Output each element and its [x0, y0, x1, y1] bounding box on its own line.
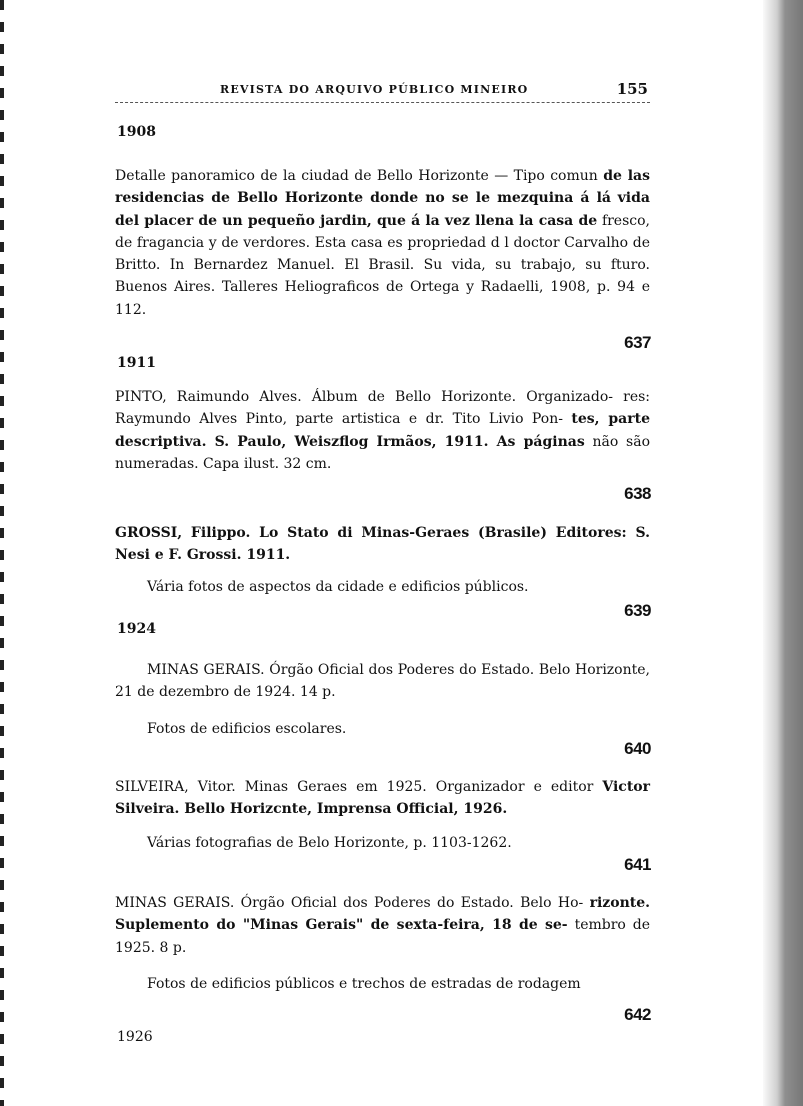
entry-641-text: SILVEIRA, Vitor. Minas Geraes em 1925. Organizador e editor Victor Silveira. Bello Horizcnte, Imprensa Official, 1926.	[115, 779, 650, 818]
year-heading-1924: 1924	[117, 621, 156, 637]
entry-number-640: 640	[624, 739, 651, 758]
entry-number-639: 639	[624, 601, 651, 620]
entry-number-642: 642	[624, 1005, 651, 1024]
journal-title: REVISTA DO ARQUIVO PÚBLICO MINEIRO	[220, 83, 529, 96]
header-rule	[115, 102, 650, 103]
entry-641-note: Várias fotografias de Belo Horizonte, p. 1103-1262.	[147, 835, 512, 851]
entry-639-text: GROSSI, Filippo. Lo Stato di Minas-Geraes (Brasile) Editores: S. Nesi e F. Grossi. 1911.	[115, 525, 650, 564]
entry-639-note: Vária fotos de aspectos da cidade e edificios públicos.	[147, 579, 529, 595]
running-header	[115, 80, 650, 104]
year-heading-1926: 1926	[117, 1029, 153, 1045]
entry-642-text: MINAS GERAIS. Órgão Oficial dos Poderes do Estado. Belo Ho- rizonte. Suplemento do "Minas Gerais" de sexta-feira, 18 de se- tembro de 1925. 8 p.	[115, 895, 651, 956]
entry-640-text: MINAS GERAIS. Órgão Oficial dos Poderes do Estado. Belo Horizonte, 21 de dezembro de 1924. 14 p.	[115, 662, 650, 701]
entry-number-638: 638	[624, 484, 651, 503]
year-heading-1908: 1908	[117, 124, 156, 140]
entry-number-641: 641	[624, 855, 651, 874]
page-number: 155	[616, 80, 648, 98]
year-heading-1911: 1911	[117, 355, 156, 371]
entry-640-note: Fotos de edificios escolares.	[147, 721, 347, 737]
entry-number-637: 637	[624, 333, 651, 352]
entry-637-text: Detalle panoramico de la ciudad de Bello Horizonte — Tipo comun de las residencias de Bello Horizonte donde no se le mezquina á lá vida del placer de un pequeño jardin, que á la vez llena la casa de fresco, de fragancia y de verdores. Esta casa es propriedad d l doctor Carvalho de Britto. In Bernardez Manuel. El Brasil. Su vida, su trabajo, su fturo. Buenos Aires. Talleres Heliograficos de Ortega y Radaelli, 1908, p. 94 e 112.	[115, 168, 651, 318]
entry-642-note: Fotos de edificios públicos e trechos de estradas de rodagem	[147, 976, 581, 992]
page-binding-edge	[0, 0, 4, 1106]
entry-638-text: PINTO, Raimundo Alves. Álbum de Bello Horizonte. Organizado- res: Raymundo Alves Pinto, parte artistica e dr. Tito Livio Pon- tes, parte descriptiva. S. Paulo, Weiszflog Irmãos, 1911. As páginas não são numeradas. Capa ilust. 32 cm.	[115, 389, 651, 472]
scan-shadow-edge	[763, 0, 803, 1106]
